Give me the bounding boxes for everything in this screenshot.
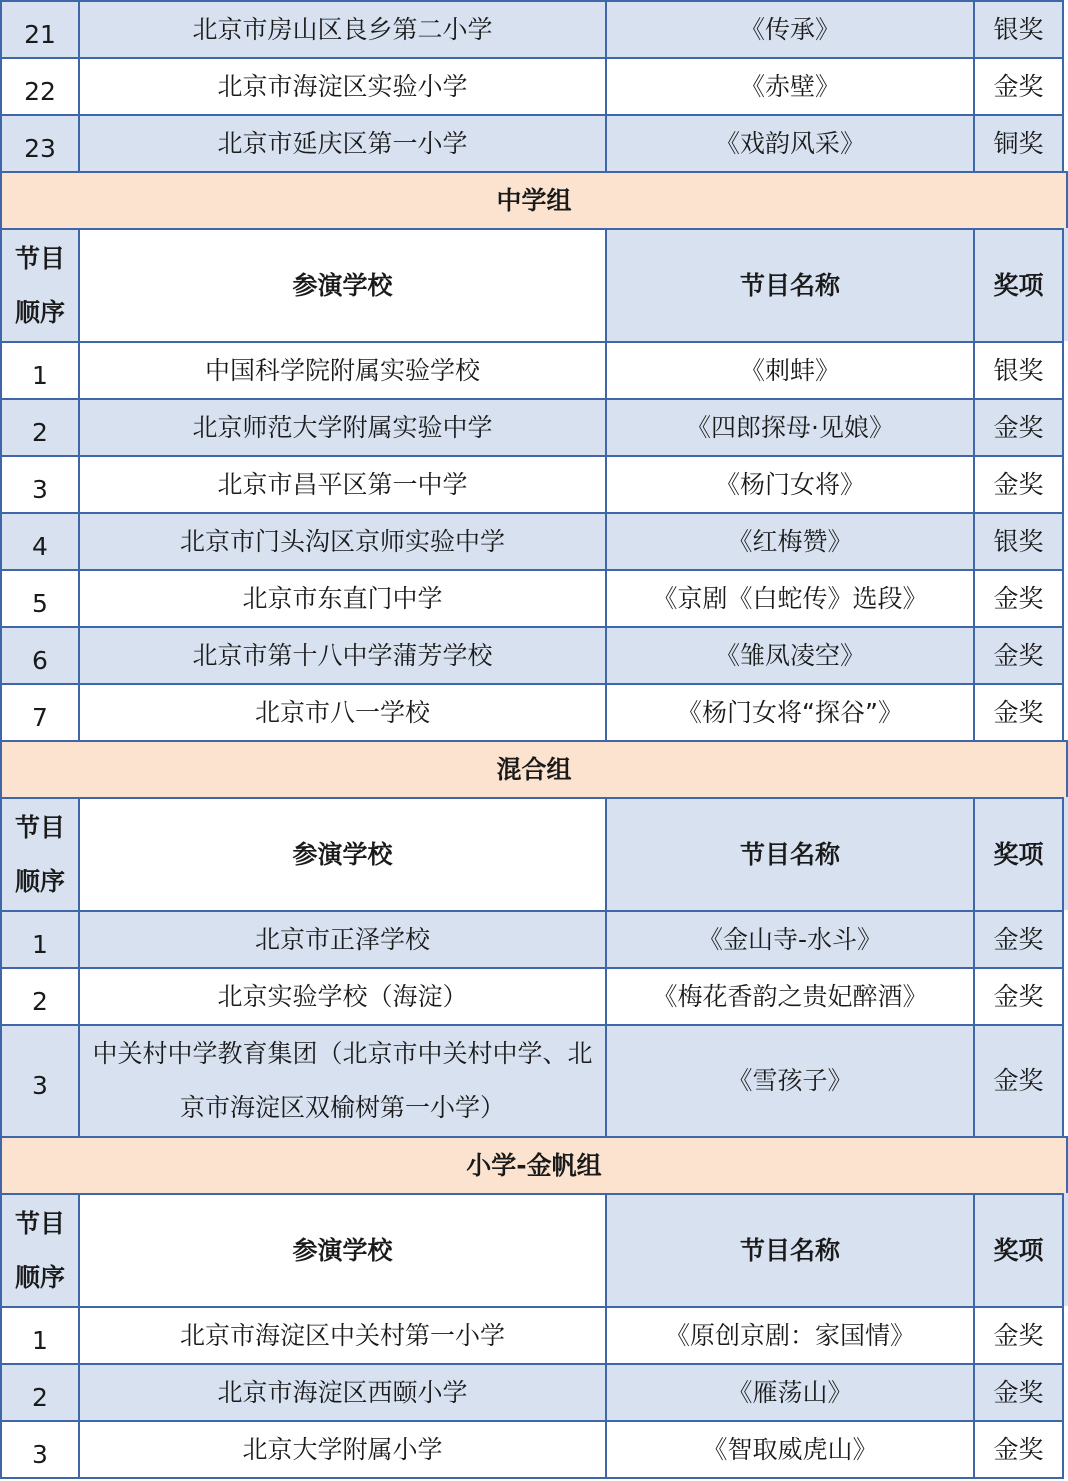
order-cell: 22	[0, 57, 80, 116]
order-cell: 3	[0, 1024, 80, 1138]
school-cell: 北京大学附属小学	[78, 1420, 607, 1479]
order-cell: 4	[0, 512, 80, 571]
award-cell: 金奖	[973, 967, 1064, 1026]
header-award-cell: 奖项	[973, 1193, 1064, 1308]
school-cell: 北京市八一学校	[78, 683, 607, 742]
header-order-line1: 节目	[14, 812, 65, 842]
table-row	[0, 626, 1068, 683]
program-cell: 《智取威虎山》	[605, 1420, 975, 1479]
header-award-cell: 奖项	[973, 228, 1064, 343]
program-cell: 《杨门女将》	[605, 455, 975, 514]
award-cell: 金奖	[973, 398, 1064, 457]
table-row	[0, 683, 1068, 740]
award-cell: 金奖	[973, 683, 1064, 742]
school-cell: 北京市海淀区中关村第一小学	[78, 1306, 607, 1365]
section-title-row	[0, 171, 1068, 228]
order-cell: 2	[0, 967, 80, 1026]
header-school-cell: 参演学校	[78, 228, 607, 343]
program-cell: 《赤壁》	[605, 57, 975, 116]
table-row	[0, 0, 1068, 57]
header-program-cell: 节目名称	[605, 797, 975, 912]
order-cell: 1	[0, 341, 80, 400]
table-row	[0, 910, 1068, 967]
table-row	[0, 341, 1068, 398]
award-cell: 金奖	[973, 1024, 1064, 1138]
section-title: 小学-金帆组	[0, 1136, 1068, 1195]
section-title: 混合组	[0, 740, 1068, 799]
program-cell: 《四郎探母·见娘》	[605, 398, 975, 457]
program-cell: 《雏凤凌空》	[605, 626, 975, 685]
header-school-cell: 参演学校	[78, 797, 607, 912]
table-row	[0, 114, 1068, 171]
award-cell: 银奖	[973, 0, 1064, 59]
program-cell: 《红梅赞》	[605, 512, 975, 571]
table-row	[0, 967, 1068, 1024]
program-cell: 《京剧《白蛇传》选段》	[605, 569, 975, 628]
header-row	[0, 1193, 1068, 1306]
school-cell: 北京实验学校（海淀）	[78, 967, 607, 1026]
table-row	[0, 1363, 1068, 1420]
school-cell: 北京师范大学附属实验中学	[78, 398, 607, 457]
header-order-line2: 顺序	[14, 1262, 65, 1292]
school-cell: 北京市门头沟区京师实验中学	[78, 512, 607, 571]
table-row	[0, 455, 1068, 512]
school-cell: 北京市海淀区实验小学	[78, 57, 607, 116]
school-cell: 北京市第十八中学蒲芳学校	[78, 626, 607, 685]
section-title: 中学组	[0, 171, 1068, 230]
order-cell: 5	[0, 569, 80, 628]
award-cell: 金奖	[973, 1363, 1064, 1422]
school-cell: 北京市东直门中学	[78, 569, 607, 628]
table-row	[0, 57, 1068, 114]
school-cell: 北京市昌平区第一中学	[78, 455, 607, 514]
order-cell: 2	[0, 398, 80, 457]
header-school-cell: 参演学校	[78, 1193, 607, 1308]
award-cell: 金奖	[973, 1306, 1064, 1365]
award-cell: 铜奖	[973, 114, 1064, 173]
header-order-line2: 顺序	[14, 297, 65, 327]
table-row	[0, 1024, 1068, 1136]
order-cell: 1	[0, 1306, 80, 1365]
header-program-cell: 节目名称	[605, 1193, 975, 1308]
order-cell: 7	[0, 683, 80, 742]
header-row	[0, 797, 1068, 910]
header-award-cell: 奖项	[973, 797, 1064, 912]
award-cell: 银奖	[973, 512, 1064, 571]
program-cell: 《杨门女将“探谷”》	[605, 683, 975, 742]
award-cell: 金奖	[973, 626, 1064, 685]
program-cell: 《雪孩子》	[605, 1024, 975, 1138]
school-cell: 中国科学院附属实验学校	[78, 341, 607, 400]
table-row	[0, 512, 1068, 569]
program-cell: 《雁荡山》	[605, 1363, 975, 1422]
school-cell: 中关村中学教育集团（北京市中关村中学、北京市海淀区双榆树第一小学）	[78, 1024, 607, 1138]
section-title-row	[0, 740, 1068, 797]
award-cell: 金奖	[973, 1420, 1064, 1479]
school-cell: 北京市房山区良乡第二小学	[78, 0, 607, 59]
order-cell: 2	[0, 1363, 80, 1422]
header-order-cell	[0, 1193, 80, 1308]
award-cell: 金奖	[973, 569, 1064, 628]
school-cell: 北京市海淀区西颐小学	[78, 1363, 607, 1422]
header-order-line1: 节目	[14, 1208, 65, 1238]
table-row	[0, 398, 1068, 455]
section-title-row	[0, 1136, 1068, 1193]
award-cell: 银奖	[973, 341, 1064, 400]
order-cell: 3	[0, 455, 80, 514]
order-cell: 6	[0, 626, 80, 685]
school-cell: 北京市延庆区第一小学	[78, 114, 607, 173]
program-cell: 《戏韵风采》	[605, 114, 975, 173]
order-cell: 3	[0, 1420, 80, 1479]
header-row	[0, 228, 1068, 341]
program-cell: 《金山寺-水斗》	[605, 910, 975, 969]
table-row	[0, 1420, 1068, 1477]
header-order-cell	[0, 797, 80, 912]
table-row	[0, 569, 1068, 626]
program-cell: 《刺蚌》	[605, 341, 975, 400]
header-order-cell	[0, 228, 80, 343]
header-order-line1: 节目	[14, 243, 65, 273]
award-cell: 金奖	[973, 910, 1064, 969]
award-cell: 金奖	[973, 57, 1064, 116]
program-cell: 《传承》	[605, 0, 975, 59]
order-cell: 1	[0, 910, 80, 969]
program-cell: 《原创京剧：家国情》	[605, 1306, 975, 1365]
order-cell: 23	[0, 114, 80, 173]
school-cell: 北京市正泽学校	[78, 910, 607, 969]
program-cell: 《梅花香韵之贵妃醉酒》	[605, 967, 975, 1026]
order-cell: 21	[0, 0, 80, 59]
header-program-cell: 节目名称	[605, 228, 975, 343]
header-order-line2: 顺序	[14, 866, 65, 896]
table-row	[0, 1306, 1068, 1363]
award-cell: 金奖	[973, 455, 1064, 514]
